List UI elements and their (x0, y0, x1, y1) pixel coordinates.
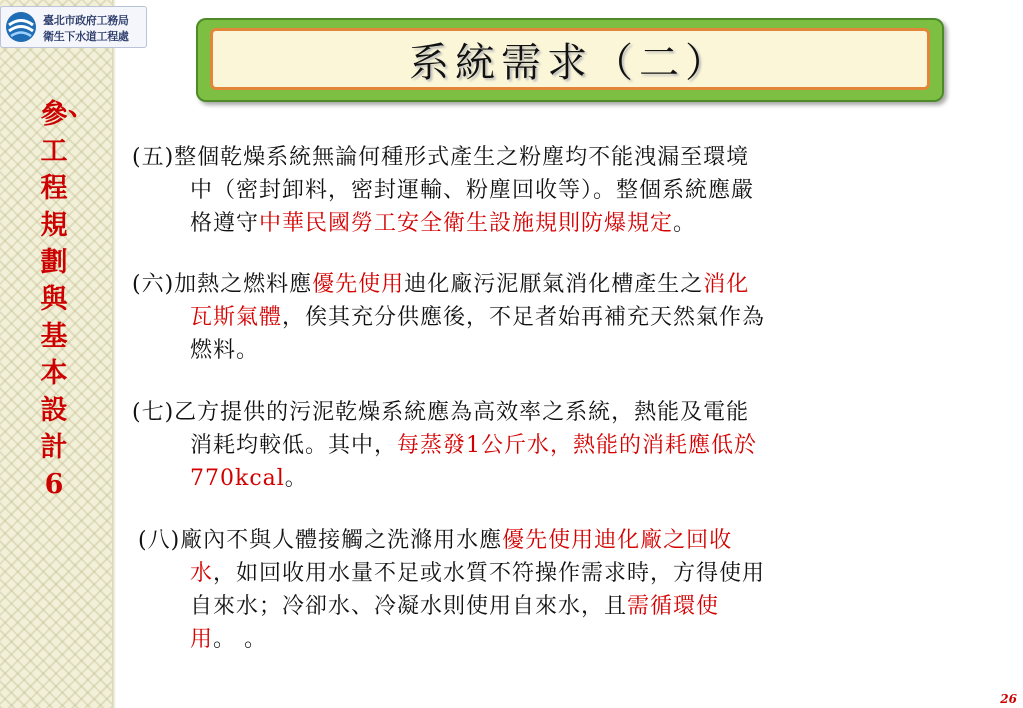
text-line (132, 429, 974, 462)
section-title-char: 計 (40, 432, 68, 463)
text-run: (六)加熱之燃料應 (132, 272, 313, 297)
highlighted-text: 需循環使 (627, 594, 720, 619)
section-title-char: 、 (68, 91, 95, 122)
text-line (132, 396, 974, 429)
requirement-item-6 (132, 268, 974, 367)
org-name-line1: 臺北市政府工務局 (43, 14, 129, 27)
section-title-char: 本 (40, 358, 68, 389)
text-line (132, 334, 974, 367)
section-title-char: 6 (44, 469, 64, 500)
slide-title-panel (210, 28, 930, 90)
water-drop-logo-icon (4, 10, 38, 44)
highlighted-text: 每蒸發1公斤水，熱能的消耗應低於 (397, 433, 758, 458)
text-line (138, 590, 980, 623)
highlighted-text: 瓦斯氣體 (190, 305, 283, 330)
highlighted-text: 優先使用迪化廠之回收 (502, 528, 733, 553)
text-line (132, 174, 974, 207)
requirement-item-5 (132, 141, 974, 240)
slide-title: 系統需求（二） (409, 39, 731, 86)
text-run: (七)乙方提供的污泥乾燥系統應為高效率之系統，熱能及電能 (132, 400, 750, 425)
text-run: 消耗均較低。其中， (190, 433, 398, 458)
section-title-char: 與 (40, 284, 68, 315)
text-line (138, 623, 980, 656)
section-title-char: 規 (40, 210, 68, 241)
text-run: 。 (284, 466, 308, 491)
requirement-item-8 (138, 524, 980, 656)
section-title-char: 參 (40, 99, 68, 130)
text-run: 自來水；冷卻水、冷凝水則使用自來水，且 (190, 594, 628, 619)
section-title-char: 程 (40, 173, 68, 204)
text-run: 。 (673, 211, 697, 236)
slide-title-frame (196, 18, 944, 102)
highlighted-text: 用 (190, 627, 214, 652)
section-title-char: 基 (40, 321, 68, 352)
section-title-char: 劃 (40, 247, 68, 278)
text-run: (五)整個乾燥系統無論何種形式產生之粉塵均不能洩漏至環境 (132, 145, 750, 170)
text-line (132, 207, 974, 240)
text-run: 。 。 (213, 627, 268, 652)
sidebar-edge (112, 0, 116, 708)
org-logo-badge (0, 6, 147, 48)
text-line (132, 268, 974, 301)
org-name-line2: 衛生下水道工程處 (43, 30, 129, 43)
section-title-char: 工 (40, 136, 68, 167)
highlighted-text: 消化 (703, 272, 750, 297)
requirement-item-7 (132, 396, 974, 495)
text-line (138, 524, 980, 557)
page-number: 26 (1000, 692, 1017, 706)
text-line (138, 557, 980, 590)
text-line (132, 462, 974, 495)
text-run: 中（密封卸料，密封運輸、粉塵回收等）。整個系統應嚴 (190, 178, 755, 203)
text-line (132, 301, 974, 334)
text-run: ，如回收用水量不足或水質不符操作需求時，方得使用 (213, 561, 766, 586)
text-run: 格遵守 (190, 211, 260, 236)
section-vertical-title (30, 91, 95, 503)
text-run: ，俟其充分供應後，不足者始再補充天然氣作為 (282, 305, 766, 330)
text-line (132, 141, 974, 174)
highlighted-text: 中華民國勞工安全衛生設施規則防爆規定 (259, 211, 674, 236)
highlighted-text: 優先使用 (312, 272, 405, 297)
text-run: 燃料。 (190, 338, 260, 363)
text-run: (八)廠內不與人體接觸之洗滌用水應 (138, 528, 503, 553)
highlighted-text: 770kcal (190, 466, 285, 491)
section-title-char: 設 (40, 395, 68, 426)
highlighted-text: 水 (190, 561, 214, 586)
text-run: 迪化廠污泥厭氣消化槽產生之 (404, 272, 704, 297)
